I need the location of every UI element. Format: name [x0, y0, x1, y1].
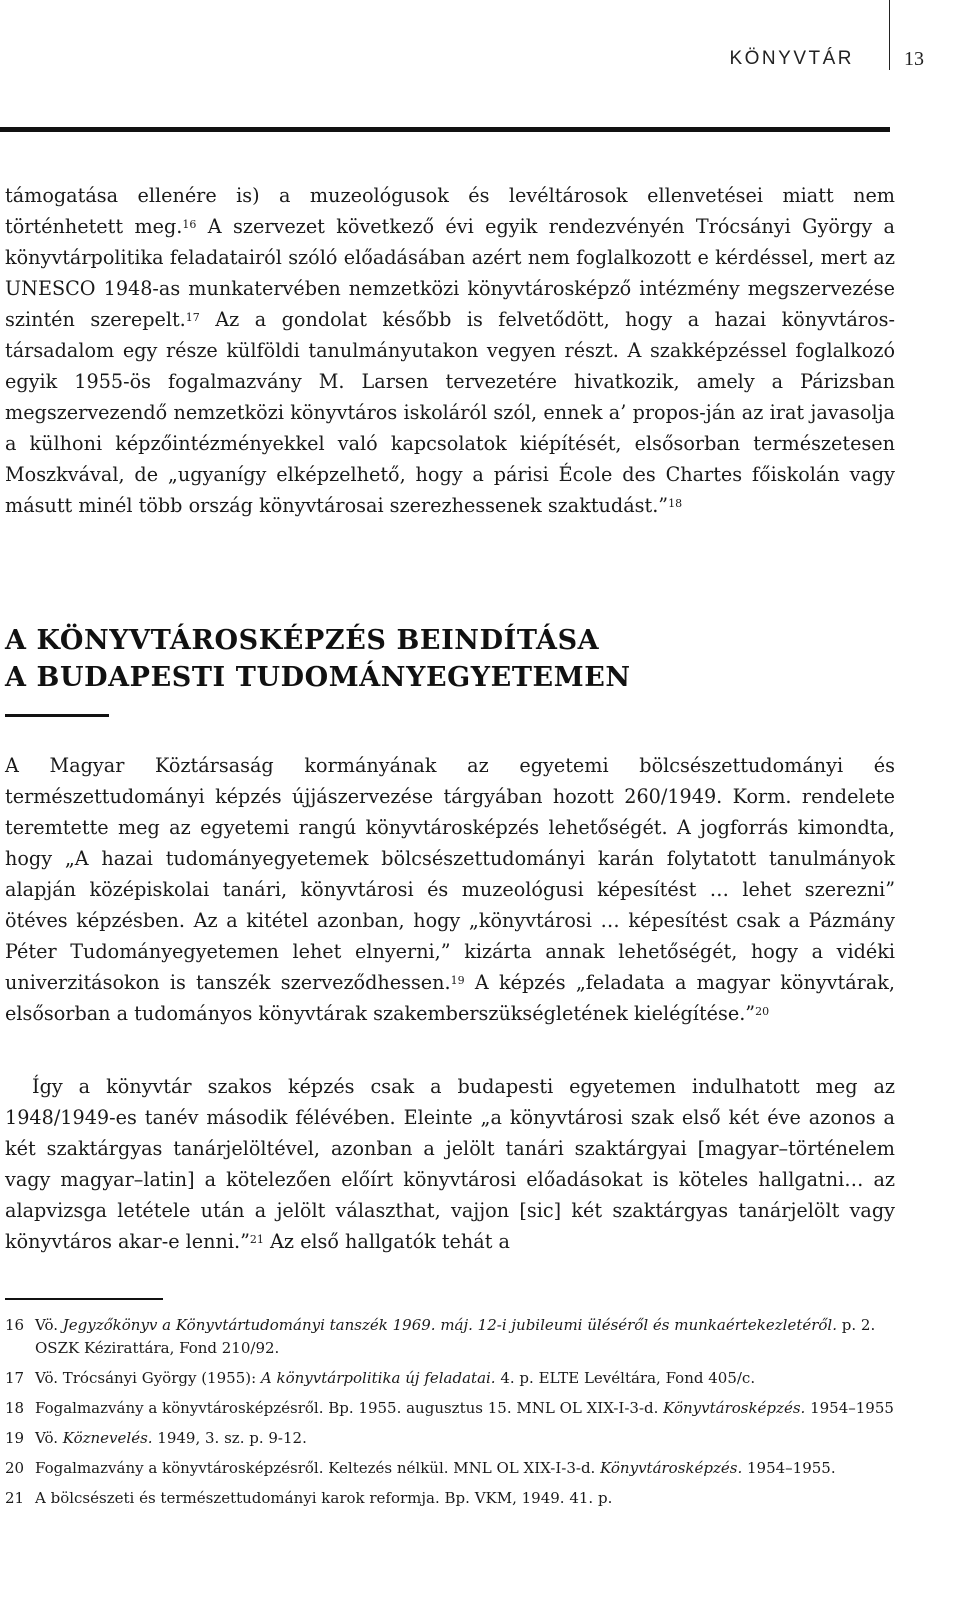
footnote — [5, 1457, 895, 1480]
paragraph-1-text-a: támogatása ellenére is) a muzeológusok és levéltárosok ellenvetései miatt nem történhetett meg. — [5, 184, 895, 238]
footnote-text: p. 2. OSZK Kézirattára, Fond 210/92. — [35, 1316, 876, 1357]
footnote-separator — [5, 1298, 163, 1300]
header-rule — [0, 127, 890, 132]
footnote-number: 17 — [5, 1369, 25, 1387]
running-title: KÖNYVTÁR — [729, 48, 854, 69]
footnote-title: Könyvtárosképzés. — [600, 1459, 743, 1477]
footnotes — [5, 1314, 895, 1517]
footnote — [5, 1367, 895, 1390]
paragraph-1 — [5, 180, 895, 521]
section-heading-line-2: A BUDAPESTI TUDOMÁNYEGYETEMEN — [5, 662, 631, 693]
footnote — [5, 1397, 895, 1420]
footnote-text: 1954–1955. — [742, 1459, 836, 1477]
footnote-number: 16 — [5, 1316, 25, 1334]
footnote-ref-20[interactable]: 20 — [755, 1005, 770, 1018]
running-head — [560, 46, 960, 76]
paragraph-1-text-c: Az a gondolat később is felvetődött, hogy a hazai könyvtáros-társadalom egy része külföldi tanulmányutakon vegyen részt. A szakképzéssel foglalkozó egyik 1955-ös fogalmazvány M. Larsen tervezetére hivatkozik, amely a Párizsban megszervezendő nemzetközi könyvtáros iskoláról szól, ennek a’ propos-ján az irat javasolja a külhoni képzőintézményekkel való kapcsolatok kiépítését, elsősorban természetesen Moszkvával, de „ugyanígy elképzelhető, hogy a párisi École des Chartes főiskolán vagy másutt minél több ország könyvtárosai szerezhessenek szaktudást.” — [5, 308, 895, 517]
paragraph-2-text-b: A képzés „feladata a magyar könyvtárak, elsősorban a tudományos könyvtárak szakemberszükségletének kielégítése.” — [5, 971, 895, 1025]
footnote-text: Vö. — [35, 1429, 63, 1447]
paragraph-3-text-a: Így a könyvtár szakos képzés csak a budapesti egyetemen indulhatott meg az 1948/1949-es tanév második félévében. Eleinte „a könyvtárosi szak első két éve azonos a két szaktárgyas tanárjelöltével, azonban a jelölt tanári szaktárgyai [magyar–történelem vagy magyar–latin] a kötelezően előírt könyvtárosi előadásokat is köteles hallgatni… az alapvizsga letétele után a jelölt választhat, vajjon [sic] két szaktárgyas tanárjelölt vagy könyvtáros akar-e lenni.” — [5, 1075, 895, 1253]
footnote-title: A könyvtárpolitika új feladatai. — [260, 1369, 496, 1387]
paragraph-3-text-b: Az első hallgatók tehát a — [263, 1230, 510, 1253]
paragraph-2 — [5, 750, 895, 1029]
section-heading-line-1: A KÖNYVTÁROSKÉPZÉS BEINDÍTÁSA — [5, 625, 600, 656]
footnote — [5, 1314, 895, 1360]
footnote-text: 1949, 3. sz. p. 9-12. — [152, 1429, 307, 1447]
page-number: 13 — [904, 48, 924, 70]
footnote-number: 19 — [5, 1429, 25, 1447]
footnote-text: Fogalmazvány a könyvtárosképzésről. Bp. 1955. augusztus 15. MNL OL XIX-I-3-d. — [35, 1399, 664, 1417]
footnote-title: Jegyzőkönyv a Könyvtártudományi tanszék 1969. máj. 12-i jubileumi üléséről és munkaértekezletéről. — [62, 1316, 837, 1334]
heading-underline — [5, 714, 109, 717]
footnote-number: 18 — [5, 1399, 25, 1417]
footnote-ref-16[interactable]: 16 — [182, 218, 197, 231]
footnote-number: 20 — [5, 1459, 25, 1477]
section-heading — [5, 622, 895, 696]
footnote-text: Vö. Trócsányi György (1955): — [35, 1369, 261, 1387]
footnote-ref-17[interactable]: 17 — [185, 311, 200, 324]
footnote-title: Köznevelés. — [62, 1429, 153, 1447]
paragraph-1-text-b: A szervezet következő évi egyik rendezvényén Trócsányi György a könyvtárpolitika feladatairól szóló előadásában azért nem foglalkozott e kérdéssel, mert az UNESCO 1948-as munkatervében nemzetközi könyvtárosképző intézmény megszervezése szintén szerepelt. — [5, 215, 895, 331]
footnote-ref-18[interactable]: 18 — [668, 497, 683, 510]
running-head-divider — [889, 0, 891, 70]
footnote-text: Fogalmazvány a könyvtárosképzésről. Keltezés nélkül. MNL OL XIX-I-3-d. — [35, 1459, 601, 1477]
footnote-title: Könyvtárosképzés. — [663, 1399, 806, 1417]
paragraph-3 — [5, 1071, 895, 1257]
footnote-text: A bölcsészeti és természettudományi karok reformja. Bp. VKM, 1949. 41. p. — [35, 1489, 613, 1507]
footnote-ref-19[interactable]: 19 — [450, 974, 465, 987]
footnote — [5, 1487, 895, 1510]
paragraph-2-text-a: A Magyar Köztársaság kormányának az egyetemi bölcsészettudományi és természettudományi képzés újjászervezése tárgyában hozott 260/1949. Korm. rendelete teremtette meg az egyetemi rangú könyvtárosképzés lehetőségét. A jogforrás kimondta, hogy „A hazai tudományegyetemek bölcsészettudományi karán folytatott tanulmányok alapján középiskolai tanári, könyvtárosi és muzeológusi képesítést … lehet szerezni” ötéves képzésben. Az a kitétel azonban, hogy „könyvtárosi … képesítést csak a Pázmány Péter Tudományegyetemen lehet elnyerni,” kizárta annak lehetőségét, hogy a vidéki univerzitásokon is tanszék szerveződhessen. — [5, 754, 895, 994]
footnote-text: 4. p. ELTE Levéltára, Fond 405/c. — [495, 1369, 756, 1387]
footnote-text: 1954–1955 — [805, 1399, 894, 1417]
footnote-number: 21 — [5, 1489, 25, 1507]
footnote-ref-21[interactable]: 21 — [249, 1233, 264, 1246]
footnote — [5, 1427, 895, 1450]
footnote-text: Vö. — [35, 1316, 63, 1334]
